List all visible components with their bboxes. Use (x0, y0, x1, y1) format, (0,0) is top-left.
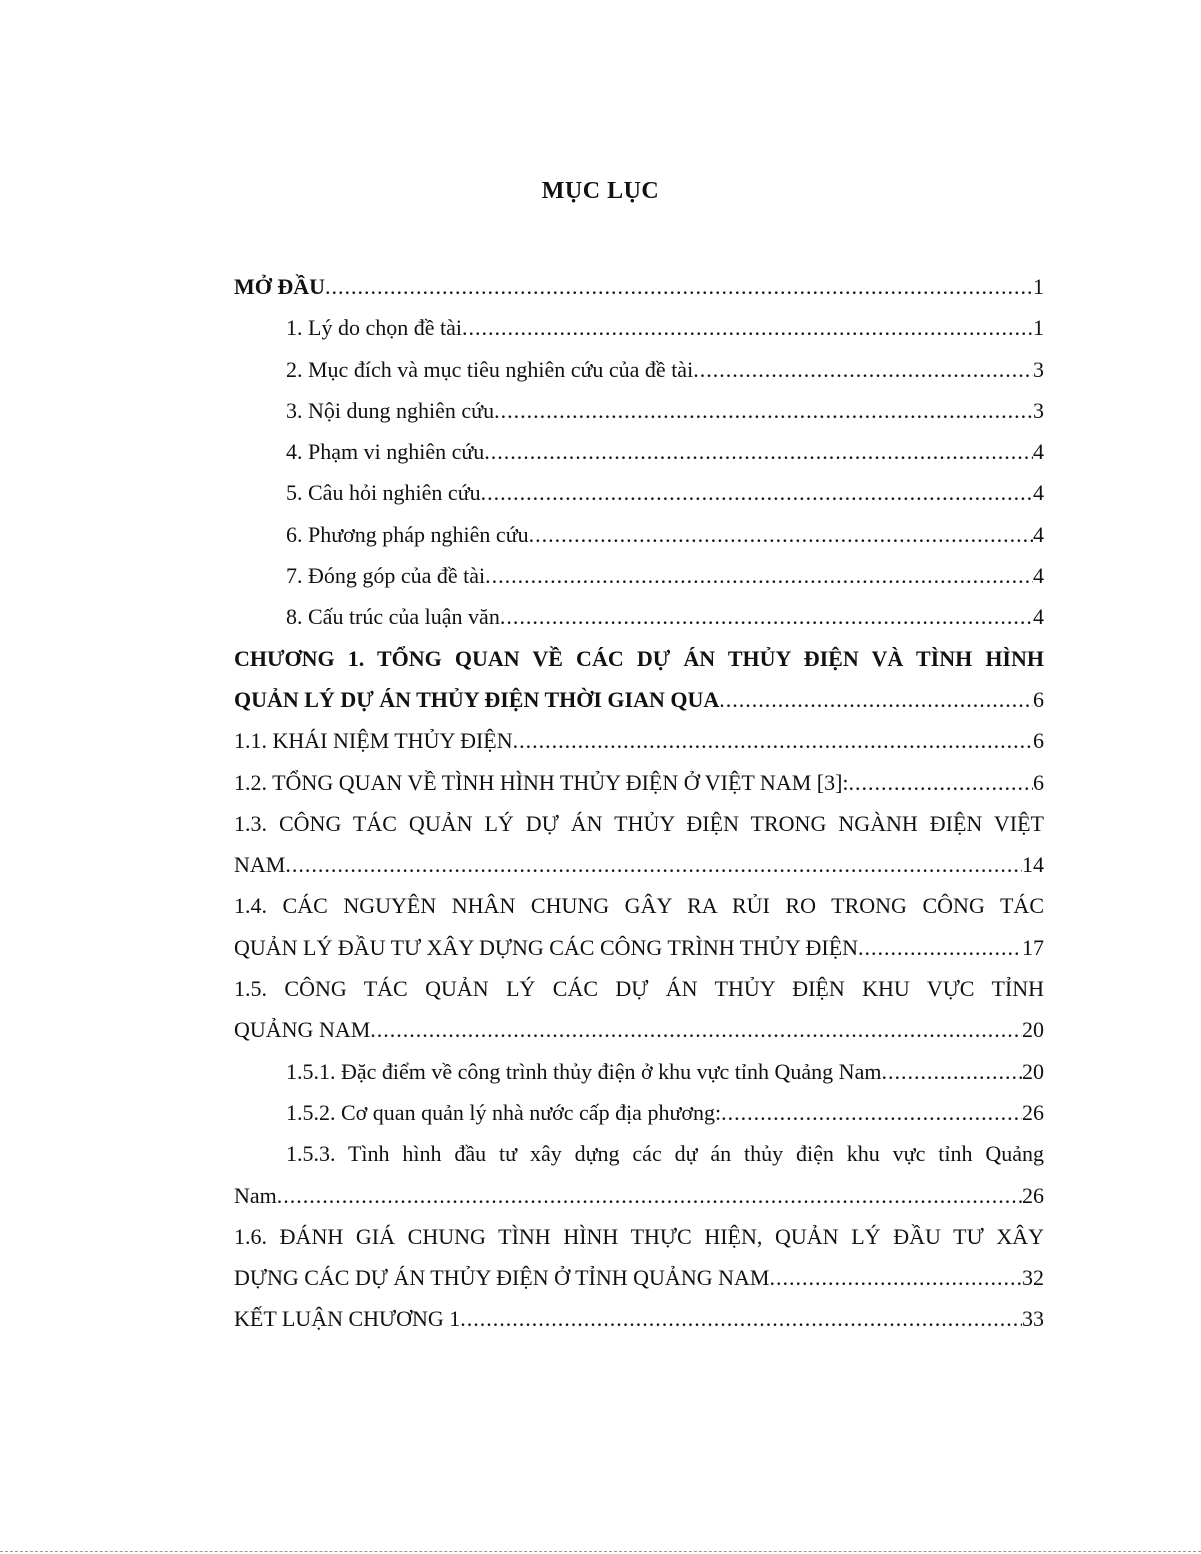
toc-entry[interactable] (234, 720, 1044, 761)
dot-leader (881, 1051, 1022, 1092)
toc-entry[interactable] (234, 1298, 1044, 1339)
dot-leader (719, 679, 1033, 720)
toc-entry-page: 20 (1022, 1058, 1044, 1084)
toc-entry-title: 1.1. KHÁI NIỆM THỦY ĐIỆN (234, 728, 513, 754)
toc-entry-page: 4 (1033, 604, 1044, 630)
dot-leader (484, 431, 1033, 472)
dot-leader (494, 390, 1033, 431)
dot-leader (481, 472, 1033, 513)
dot-leader (277, 1175, 1022, 1216)
toc-entry-title: 3. Nội dung nghiên cứu (286, 397, 495, 423)
toc-entry[interactable] (234, 1051, 1044, 1092)
toc-entry[interactable] (234, 431, 1044, 472)
toc-entry-page: 17 (1022, 934, 1044, 960)
toc-entry-title: 7. Đóng góp của đề tài (286, 563, 486, 589)
toc-entry-title: DỰNG CÁC DỰ ÁN THỦY ĐIỆN Ở TỈNH QUẢNG NAM (234, 1265, 770, 1291)
toc-entry-page: 33 (1022, 1306, 1044, 1332)
toc-entry-page: 1 (1033, 315, 1044, 341)
toc-entry-title: KẾT LUẬN CHƯƠNG 1 (234, 1306, 461, 1332)
table-of-contents (234, 266, 1044, 1340)
toc-entry[interactable] (234, 1175, 1044, 1216)
toc-entry-title: QUẢN LÝ DỰ ÁN THỦY ĐIỆN THỜI GIAN QUA (234, 686, 720, 712)
toc-entry-title: 8. Cấu trúc của luận văn (286, 604, 500, 630)
toc-entry-page: 3 (1033, 397, 1044, 423)
toc-entry-title: Nam (234, 1182, 277, 1208)
page-bottom-rule (0, 1551, 1201, 1553)
toc-entry-page: 6 (1033, 686, 1044, 712)
toc-entry-page: 6 (1033, 769, 1044, 795)
toc-entry-page: 4 (1033, 521, 1044, 547)
toc-entry-page: 4 (1033, 480, 1044, 506)
toc-entry-line1[interactable]: 1.5. CÔNG TÁC QUẢN LÝ CÁC DỰ ÁN THỦY ĐIỆN KHU VỰC TỈNH (234, 976, 1044, 1002)
toc-entry-title: 5. Câu hỏi nghiên cứu (286, 480, 481, 506)
dot-leader (721, 1092, 1022, 1133)
toc-entry-title: 1. Lý do chọn đề tài (286, 315, 462, 341)
toc-entry[interactable] (234, 1257, 1044, 1298)
toc-entry-page: 4 (1033, 563, 1044, 589)
toc-entry-line1[interactable]: 1.3. CÔNG TÁC QUẢN LÝ DỰ ÁN THỦY ĐIỆN TRONG NGÀNH ĐIỆN VIỆT (234, 810, 1044, 836)
toc-entry[interactable] (234, 1009, 1044, 1050)
toc-entry-title: 1.5.2. Cơ quan quản lý nhà nước cấp địa phương: (286, 1099, 722, 1125)
dot-leader (285, 844, 1022, 885)
toc-entry-title: 4. Phạm vi nghiên cứu (286, 439, 485, 465)
toc-entry-page: 26 (1022, 1099, 1044, 1125)
dot-leader (500, 596, 1033, 637)
toc-entry-title: 6. Phương pháp nghiên cứu (286, 521, 529, 547)
toc-entry-line1[interactable]: 1.5.3. Tình hình đầu tư xây dựng các dự án thủy điện khu vực tỉnh Quảng (286, 1141, 1044, 1167)
toc-entry-title: NAM (234, 852, 286, 878)
toc-entry-page: 32 (1022, 1265, 1044, 1291)
toc-entry-page: 20 (1022, 1017, 1044, 1043)
toc-entry[interactable] (234, 307, 1044, 348)
dot-leader (849, 762, 1033, 803)
toc-entry-title: 1.5.1. Đặc điểm về công trình thủy điện ở khu vực tỉnh Quảng Nam (286, 1058, 882, 1084)
dot-leader (370, 1009, 1022, 1050)
toc-entry[interactable] (234, 927, 1044, 968)
toc-entry-title: QUẢNG NAM (234, 1017, 371, 1043)
toc-entry-page: 6 (1033, 728, 1044, 754)
toc-entry[interactable] (234, 390, 1044, 431)
dot-leader (325, 266, 1033, 307)
toc-entry-title: QUẢN LÝ ĐẦU TƯ XÂY DỰNG CÁC CÔNG TRÌNH THỦY ĐIỆN (234, 934, 859, 960)
page-title: MỤC LỤC (541, 178, 660, 204)
toc-chapter-heading[interactable]: CHƯƠNG 1. TỔNG QUAN VỀ CÁC DỰ ÁN THỦY ĐIỆN VÀ TÌNH HÌNH (234, 645, 1044, 671)
dot-leader (485, 555, 1033, 596)
toc-entry-title: MỞ ĐẦU (234, 274, 326, 299)
dot-leader (462, 307, 1033, 348)
toc-entry-title: 1.2. TỔNG QUAN VỀ TÌNH HÌNH THỦY ĐIỆN Ở VIỆT NAM [3]: (234, 769, 849, 795)
toc-entry[interactable] (234, 555, 1044, 596)
toc-entry-line1[interactable]: 1.6. ĐÁNH GIÁ CHUNG TÌNH HÌNH THỰC HIỆN, QUẢN LÝ ĐẦU TƯ XÂY (234, 1223, 1044, 1249)
dot-leader (693, 349, 1033, 390)
dot-leader (460, 1298, 1022, 1339)
toc-entry[interactable] (234, 596, 1044, 637)
dot-leader (769, 1257, 1022, 1298)
dot-leader (513, 720, 1033, 761)
toc-entry[interactable] (234, 1092, 1044, 1133)
toc-entry-title: 2. Mục đích và mục tiêu nghiên cứu của đề tài (286, 356, 694, 382)
toc-entry-page: 1 (1033, 274, 1044, 299)
dot-leader (529, 514, 1033, 555)
toc-entry-page: 3 (1033, 356, 1044, 382)
toc-entry-line1[interactable]: 1.4. CÁC NGUYÊN NHÂN CHUNG GÂY RA RỦI RO TRONG CÔNG TÁC (234, 893, 1044, 919)
dot-leader (858, 927, 1022, 968)
toc-entry[interactable] (234, 349, 1044, 390)
toc-entry[interactable] (234, 472, 1044, 513)
toc-entry[interactable] (234, 844, 1044, 885)
toc-entry[interactable] (234, 514, 1044, 555)
toc-entry-page: 14 (1022, 852, 1044, 878)
toc-entry[interactable] (234, 762, 1044, 803)
toc-entry-page: 26 (1022, 1182, 1044, 1208)
toc-entry-intro[interactable] (234, 266, 1044, 307)
toc-entry-page: 4 (1033, 439, 1044, 465)
toc-chapter-heading-cont[interactable] (234, 679, 1044, 720)
